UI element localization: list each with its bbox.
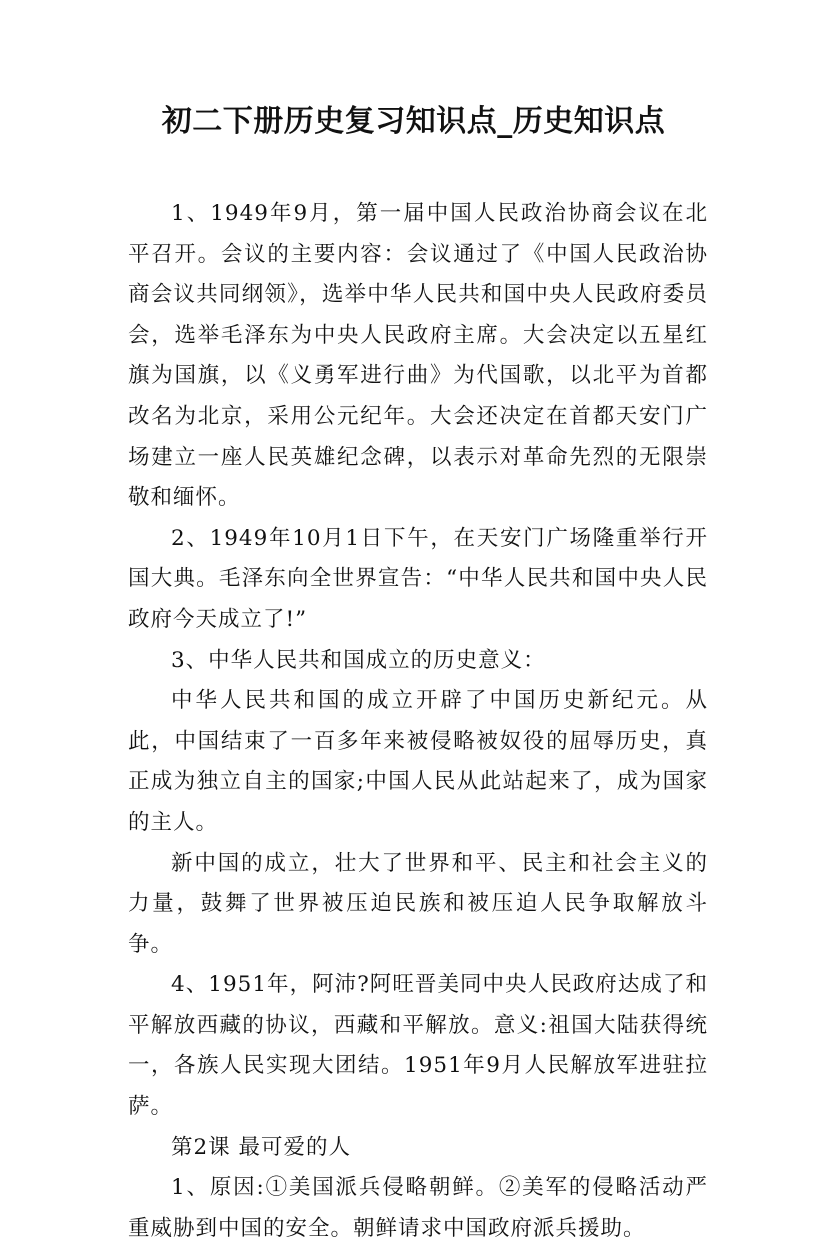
paragraph-4: 中华人民共和国的成立开辟了中国历史新纪元。从此，中国结束了一百多年来被侵略被奴役的屈辱历史，真正成为独立自主的国家;中国人民从此站起来了，成为国家的主人。 (128, 688, 708, 835)
section-heading-lesson-2: 第2课 最可爱的人 (171, 1134, 352, 1160)
paragraph-7: 1、原因:①美国派兵侵略朝鲜。②美军的侵略活动严重威胁到中国的安全。朝鲜请求中国政府派兵援助。 (128, 1175, 708, 1241)
paragraph-1: 1、1949年9月，第一届中国人民政治协商会议在北平召开。会议的主要内容：会议通过了《中国人民政治协商会议共同纲领》，选举中华人民共和国中央人民政府委员会，选举毛泽东为中央人民政府主席。大会决定以五星红旗为国旗，以《义勇军进行曲》为代国歌，以北平为首都改名为北京，采用公元纪年。大会还决定在首都天安门广场建立一座人民英雄纪念碑，以表示对革命先烈的无限崇敬和缅怀。 (128, 201, 708, 511)
paragraph-2: 2、1949年10月1日下午，在天安门广场隆重举行开国大典。毛泽东向全世界宣告：“中华人民共和国中央人民政府今天成立了!” (128, 525, 708, 632)
paragraph-5: 新中国的成立，壮大了世界和平、民主和社会主义的力量，鼓舞了世界被压迫民族和被压迫人民争取解放斗争。 (128, 850, 708, 957)
paragraph-3: 3、中华人民共和国成立的历史意义： (171, 647, 546, 673)
document-body (128, 194, 708, 1249)
paragraph-6: 4、1951年，阿沛?阿旺晋美同中央人民政府达成了和平解放西藏的协议，西藏和平解放。意义:祖国大陆获得统一，各族人民实现大团结。1951年9月人民解放军进驻拉萨。 (128, 972, 708, 1120)
document-title: 初二下册历史复习知识点_历史知识点 (161, 104, 666, 139)
